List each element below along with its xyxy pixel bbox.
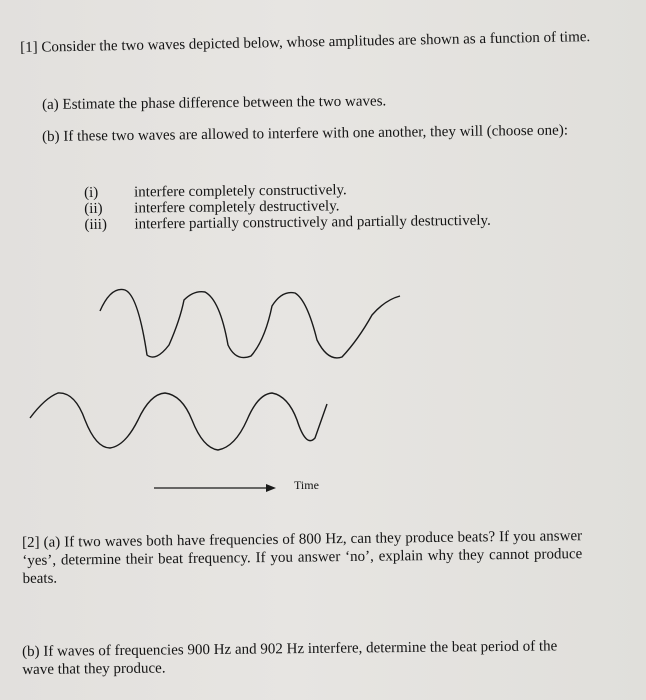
question-1-part-a: (a) Estimate the phase difference between the two waves. — [42, 93, 387, 113]
option-text: interfere partially constructively and partially destructively. — [134, 212, 491, 233]
wave-1 — [100, 289, 400, 357]
question-2-part-a: [2] (a) If two waves both have frequencies of 800 Hz, can they produce beats? If you answer ‘yes’, determine their beat frequency. If you answer ‘no’, explain why they cannot produce beats. — [22, 528, 583, 587]
option-number: (ii) — [84, 200, 103, 217]
question-1-prompt: [1] Consider the two waves depicted below, whose amplitudes are shown as a function of time. — [20, 29, 591, 56]
option-number: (i) — [84, 184, 99, 201]
wave-2 — [30, 393, 327, 450]
time-axis-label: Time — [294, 478, 319, 492]
question-1-part-b: (b) If these two waves are allowed to interfere with one another, they will (choose one): — [42, 122, 569, 145]
arrow-head-icon — [266, 484, 276, 492]
option-text: interfere completely constructively. — [133, 182, 347, 201]
option-number: (iii) — [84, 216, 108, 233]
question-2-part-b: (b) If waves of frequencies 900 Hz and 902 Hz interfere, determine the beat period of the wave that they produce. — [22, 638, 558, 678]
option-text: interfere completely destructively. — [134, 198, 340, 217]
